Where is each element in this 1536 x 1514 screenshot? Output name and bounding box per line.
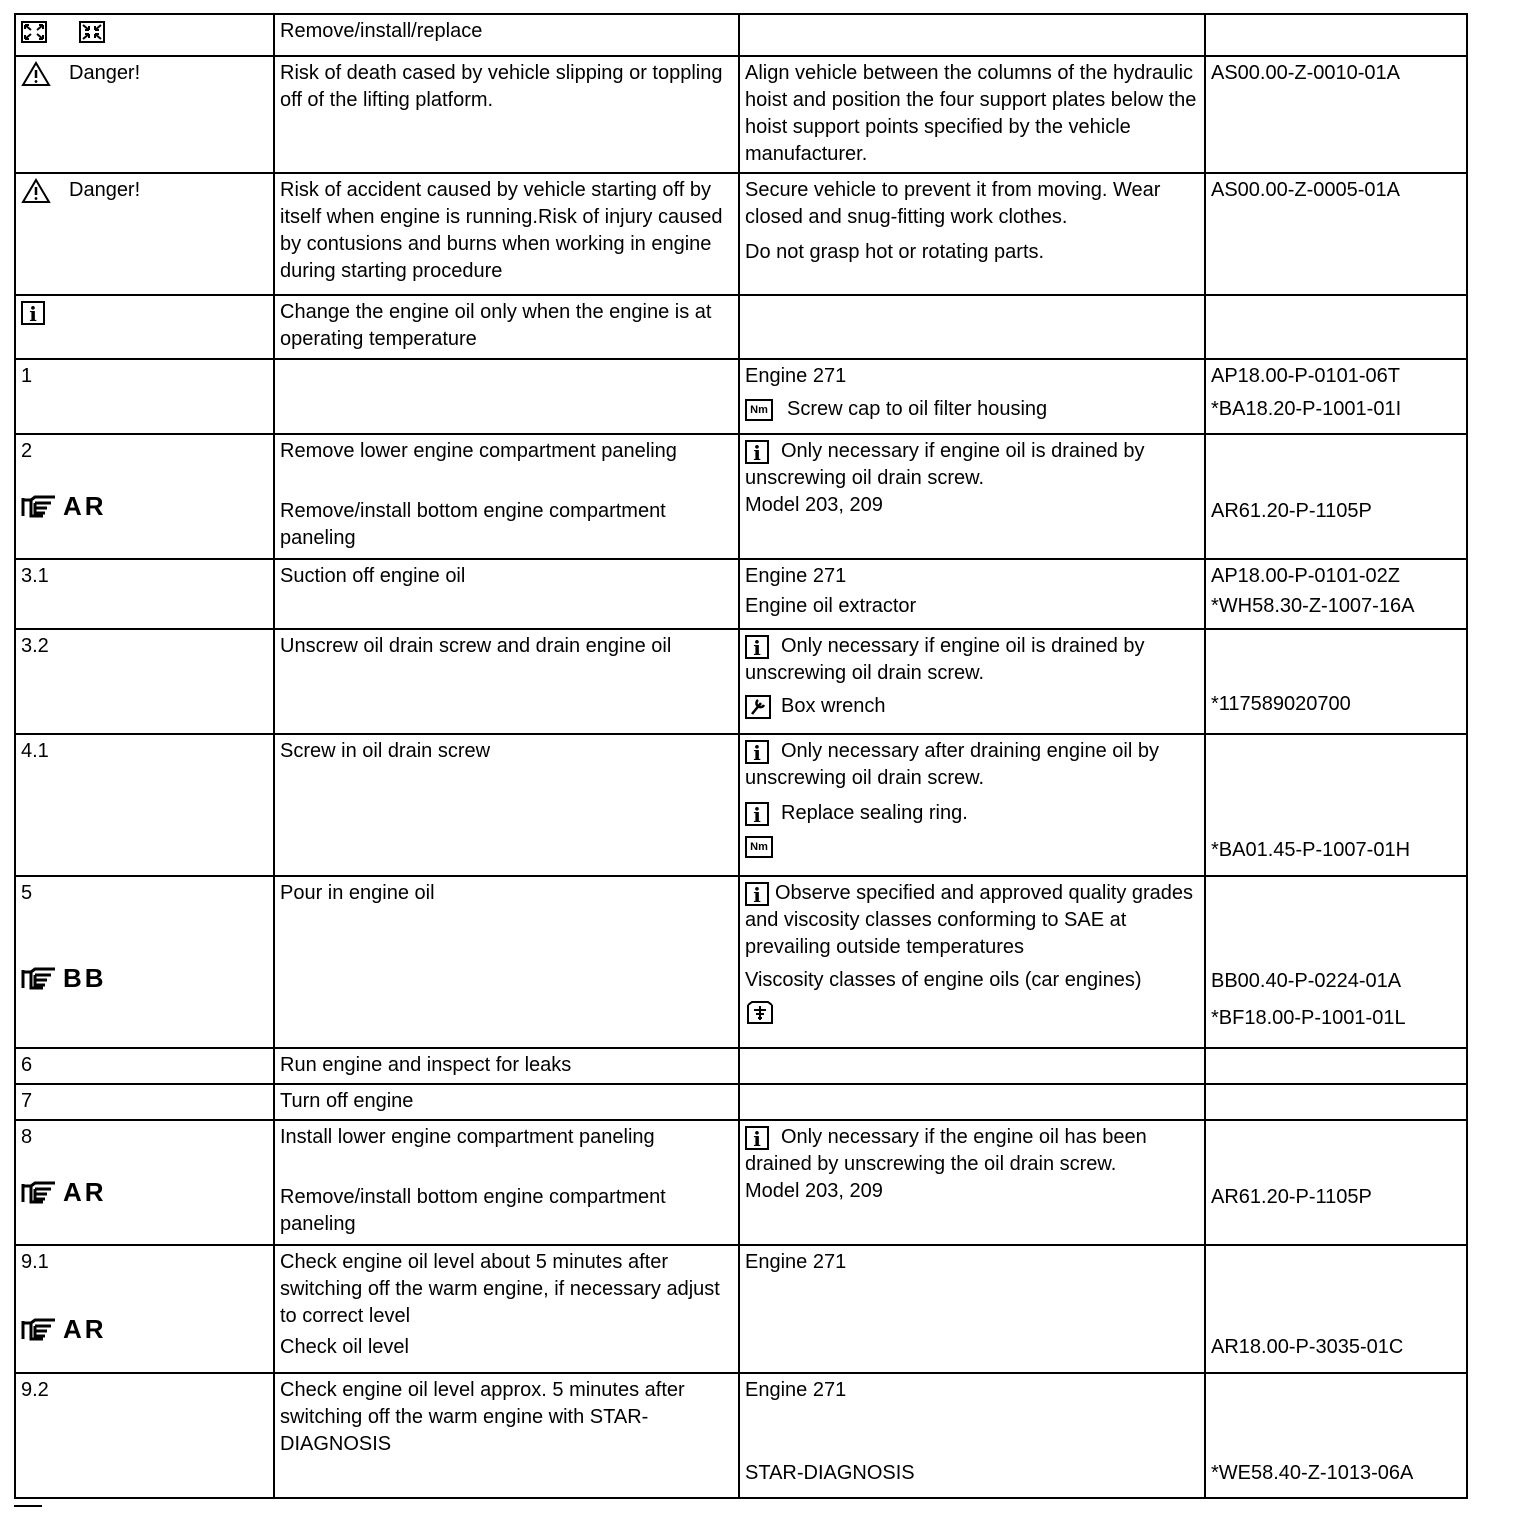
action-cell <box>274 434 739 559</box>
pointing-hand-icon <box>21 494 61 520</box>
note-text: Engine 271 <box>745 565 847 587</box>
table-row <box>15 559 1467 629</box>
table-row <box>15 295 1467 359</box>
info-icon: i <box>21 301 45 325</box>
step-number: 3.2 <box>21 635 49 657</box>
step-cell <box>15 14 274 56</box>
step-cell <box>15 1084 274 1120</box>
table-row <box>15 876 1467 1048</box>
info-icon: i <box>745 440 769 464</box>
action-text: Remove lower engine compartment paneling <box>280 440 677 462</box>
danger-text: Danger! <box>69 62 141 84</box>
step-number: 9.1 <box>21 1251 49 1273</box>
action-text: Risk of accident caused by vehicle starting off by itself when engine is running.Risk of injury caused by contusions and burns when working in engine during starting procedure <box>280 179 723 282</box>
doc-reference[interactable]: AP18.00-P-0101-06T <box>1211 365 1401 387</box>
note-text: Only necessary if engine oil is drained by unscrewing oil drain screw. <box>745 440 1145 489</box>
pointing-hand-icon <box>21 966 61 992</box>
info-icon: i <box>745 740 769 764</box>
ref-cell <box>1205 14 1467 56</box>
notes-cell <box>739 14 1205 56</box>
oil-capacity-icon <box>745 1000 775 1026</box>
notes-cell <box>739 434 1205 559</box>
action-cell <box>274 1373 739 1498</box>
torque-icon: Nm <box>745 399 773 421</box>
ref-cell <box>1205 559 1467 629</box>
action-text: Remove/install bottom engine compartment paneling <box>280 500 666 549</box>
reference-marker[interactable] <box>21 1179 107 1206</box>
notes-cell <box>739 1120 1205 1245</box>
reference-marker[interactable] <box>21 1316 107 1343</box>
notes-cell <box>739 629 1205 734</box>
ref-cell <box>1205 173 1467 295</box>
expand-icon <box>21 21 47 43</box>
ref-cell <box>1205 876 1467 1048</box>
step-number: 8 <box>21 1126 33 1148</box>
notes-cell <box>739 173 1205 295</box>
note-text: Align vehicle between the columns of the hydraulic hoist and position the four support plates below the hoist support points specified by the vehicle manufacturer. <box>745 62 1197 165</box>
wrench-tool-icon <box>745 695 771 719</box>
action-cell <box>274 876 739 1048</box>
step-cell <box>15 1048 274 1084</box>
action-cell <box>274 295 739 359</box>
step-cell <box>15 1245 274 1373</box>
action-cell <box>274 1120 739 1245</box>
note-text: STAR-DIAGNOSIS <box>745 1462 915 1484</box>
step-cell <box>15 876 274 1048</box>
step-cell <box>15 173 274 295</box>
action-text: Unscrew oil drain screw and drain engine oil <box>280 635 672 657</box>
action-text: Check engine oil level approx. 5 minutes after switching off the warm engine with STAR-DIAGNOSIS <box>280 1379 685 1455</box>
action-text: Remove/install/replace <box>280 20 483 42</box>
action-cell <box>274 359 739 434</box>
reference-code: AR <box>63 1177 107 1207</box>
step-cell <box>15 295 274 359</box>
notes-cell <box>739 734 1205 876</box>
ref-cell <box>1205 1245 1467 1373</box>
info-icon: i <box>745 635 769 659</box>
note-text: Only necessary if the engine oil has been drained by unscrewing the oil drain screw. <box>745 1126 1147 1175</box>
notes-cell <box>739 295 1205 359</box>
action-cell <box>274 734 739 876</box>
note-text: Box wrench <box>781 695 886 717</box>
action-text: Check engine oil level about 5 minutes after switching off the warm engine, if necessary adjust to correct level <box>280 1251 720 1327</box>
step-number: 7 <box>21 1090 33 1112</box>
doc-reference[interactable]: AP18.00-P-0101-02Z <box>1211 565 1401 587</box>
ref-cell <box>1205 295 1467 359</box>
ref-cell <box>1205 1120 1467 1245</box>
reference-marker[interactable] <box>21 965 107 992</box>
note-text: Only necessary if engine oil is drained by unscrewing oil drain screw. <box>745 635 1145 684</box>
note-text: Model 203, 209 <box>745 494 883 516</box>
reference-code: BB <box>63 963 107 993</box>
action-text: Risk of death cased by vehicle slipping or toppling off of the lifting platform. <box>280 62 723 111</box>
step-number: 1 <box>21 365 33 387</box>
info-icon: i <box>745 802 769 826</box>
ref-cell <box>1205 359 1467 434</box>
action-text: Suction off engine oil <box>280 565 466 587</box>
step-cell <box>15 1373 274 1498</box>
warning-triangle-icon <box>21 178 51 204</box>
action-text: Remove/install bottom engine compartment paneling <box>280 1186 666 1235</box>
ref-cell <box>1205 1048 1467 1084</box>
action-cell <box>274 14 739 56</box>
doc-reference[interactable]: AS00.00-Z-0010-01A <box>1211 62 1401 84</box>
doc-reference[interactable]: AR18.00-P-3035-01C <box>1211 1336 1404 1358</box>
step-cell <box>15 734 274 876</box>
step-cell <box>15 559 274 629</box>
action-text: Check oil level <box>280 1336 409 1358</box>
action-cell <box>274 559 739 629</box>
action-text: Screw in oil drain screw <box>280 740 491 762</box>
ref-cell <box>1205 734 1467 876</box>
reference-code: AR <box>63 491 107 521</box>
table-row <box>15 1245 1467 1373</box>
doc-reference[interactable]: AR61.20-P-1105P <box>1211 1186 1372 1208</box>
doc-reference[interactable]: *WH58.30-Z-1007-16A <box>1211 595 1415 617</box>
table-row <box>15 173 1467 295</box>
doc-reference[interactable]: *117589020700 <box>1211 693 1351 715</box>
step-number: 2 <box>21 440 33 462</box>
doc-reference[interactable]: AR61.20-P-1105P <box>1211 500 1372 522</box>
info-icon: i <box>745 882 769 906</box>
danger-label <box>21 60 140 87</box>
action-text: Run engine and inspect for leaks <box>280 1054 572 1076</box>
note-text: Screw cap to oil filter housing <box>787 398 1048 420</box>
action-text: Install lower engine compartment paneling <box>280 1126 655 1148</box>
pointing-hand-icon <box>21 1180 61 1206</box>
table-row <box>15 14 1467 56</box>
notes-cell <box>739 1245 1205 1373</box>
step-number: 5 <box>21 882 33 904</box>
note-text: Viscosity classes of engine oils (car engines) <box>745 969 1142 991</box>
note-text: Only necessary after draining engine oil by unscrewing oil drain screw. <box>745 740 1159 789</box>
step-cell <box>15 1120 274 1245</box>
note-text: Do not grasp hot or rotating parts. <box>745 241 1045 263</box>
collapse-icon <box>79 21 105 43</box>
page-corner-mark <box>14 1505 42 1513</box>
reference-marker[interactable] <box>21 493 107 520</box>
action-cell <box>274 629 739 734</box>
table-row <box>15 1373 1467 1498</box>
ref-cell <box>1205 434 1467 559</box>
table-row <box>15 1084 1467 1120</box>
table-row <box>15 56 1467 173</box>
notes-cell <box>739 1373 1205 1498</box>
step-cell <box>15 629 274 734</box>
danger-text: Danger! <box>69 179 141 201</box>
step-number: 3.1 <box>21 565 49 587</box>
note-text: Replace sealing ring. <box>781 802 968 824</box>
action-cell <box>274 1245 739 1373</box>
table-row <box>15 734 1467 876</box>
pointing-hand-icon <box>21 1317 61 1343</box>
step-number: 4.1 <box>21 740 49 762</box>
doc-reference[interactable]: BB00.40-P-0224-01A <box>1211 970 1402 992</box>
action-cell <box>274 173 739 295</box>
table-row <box>15 359 1467 434</box>
note-text: Engine 271 <box>745 1379 847 1401</box>
ref-cell <box>1205 56 1467 173</box>
step-cell <box>15 434 274 559</box>
action-cell <box>274 56 739 173</box>
action-cell <box>274 1084 739 1120</box>
danger-label <box>21 177 140 204</box>
warning-triangle-icon <box>21 61 51 87</box>
ref-cell <box>1205 629 1467 734</box>
note-text: Observe specified and approved quality grades and viscosity classes conforming to SAE at prevailing outside temperatures <box>745 882 1194 958</box>
doc-reference[interactable]: *BA18.20-P-1001-01I <box>1211 398 1402 420</box>
step-number: 6 <box>21 1054 33 1076</box>
action-text: Pour in engine oil <box>280 882 435 904</box>
action-text: Turn off engine <box>280 1090 414 1112</box>
action-cell <box>274 1048 739 1084</box>
notes-cell <box>739 876 1205 1048</box>
procedure-table <box>14 13 1468 1499</box>
step-number: 9.2 <box>21 1379 49 1401</box>
reference-code: AR <box>63 1314 107 1344</box>
notes-cell <box>739 559 1205 629</box>
doc-reference[interactable]: *BA01.45-P-1007-01H <box>1211 839 1411 861</box>
doc-reference[interactable]: *BF18.00-P-1001-01L <box>1211 1007 1406 1029</box>
notes-cell <box>739 359 1205 434</box>
doc-reference[interactable]: *WE58.40-Z-1013-06A <box>1211 1462 1414 1484</box>
info-icon: i <box>745 1126 769 1150</box>
action-text: Change the engine oil only when the engine is at operating temperature <box>280 301 712 350</box>
note-text: Secure vehicle to prevent it from moving. Wear closed and snug-fitting work clothes. <box>745 179 1161 228</box>
ref-cell <box>1205 1373 1467 1498</box>
notes-cell <box>739 1048 1205 1084</box>
note-text: Engine oil extractor <box>745 595 917 617</box>
table-row <box>15 434 1467 559</box>
notes-cell <box>739 1084 1205 1120</box>
note-text: Engine 271 <box>745 365 847 387</box>
table-row <box>15 629 1467 734</box>
notes-cell <box>739 56 1205 173</box>
doc-reference[interactable]: AS00.00-Z-0005-01A <box>1211 179 1401 201</box>
step-cell <box>15 56 274 173</box>
table-row <box>15 1120 1467 1245</box>
step-cell <box>15 359 274 434</box>
table-row <box>15 1048 1467 1084</box>
note-text: Engine 271 <box>745 1251 847 1273</box>
torque-icon: Nm <box>745 836 773 858</box>
note-text: Model 203, 209 <box>745 1180 883 1202</box>
ref-cell <box>1205 1084 1467 1120</box>
